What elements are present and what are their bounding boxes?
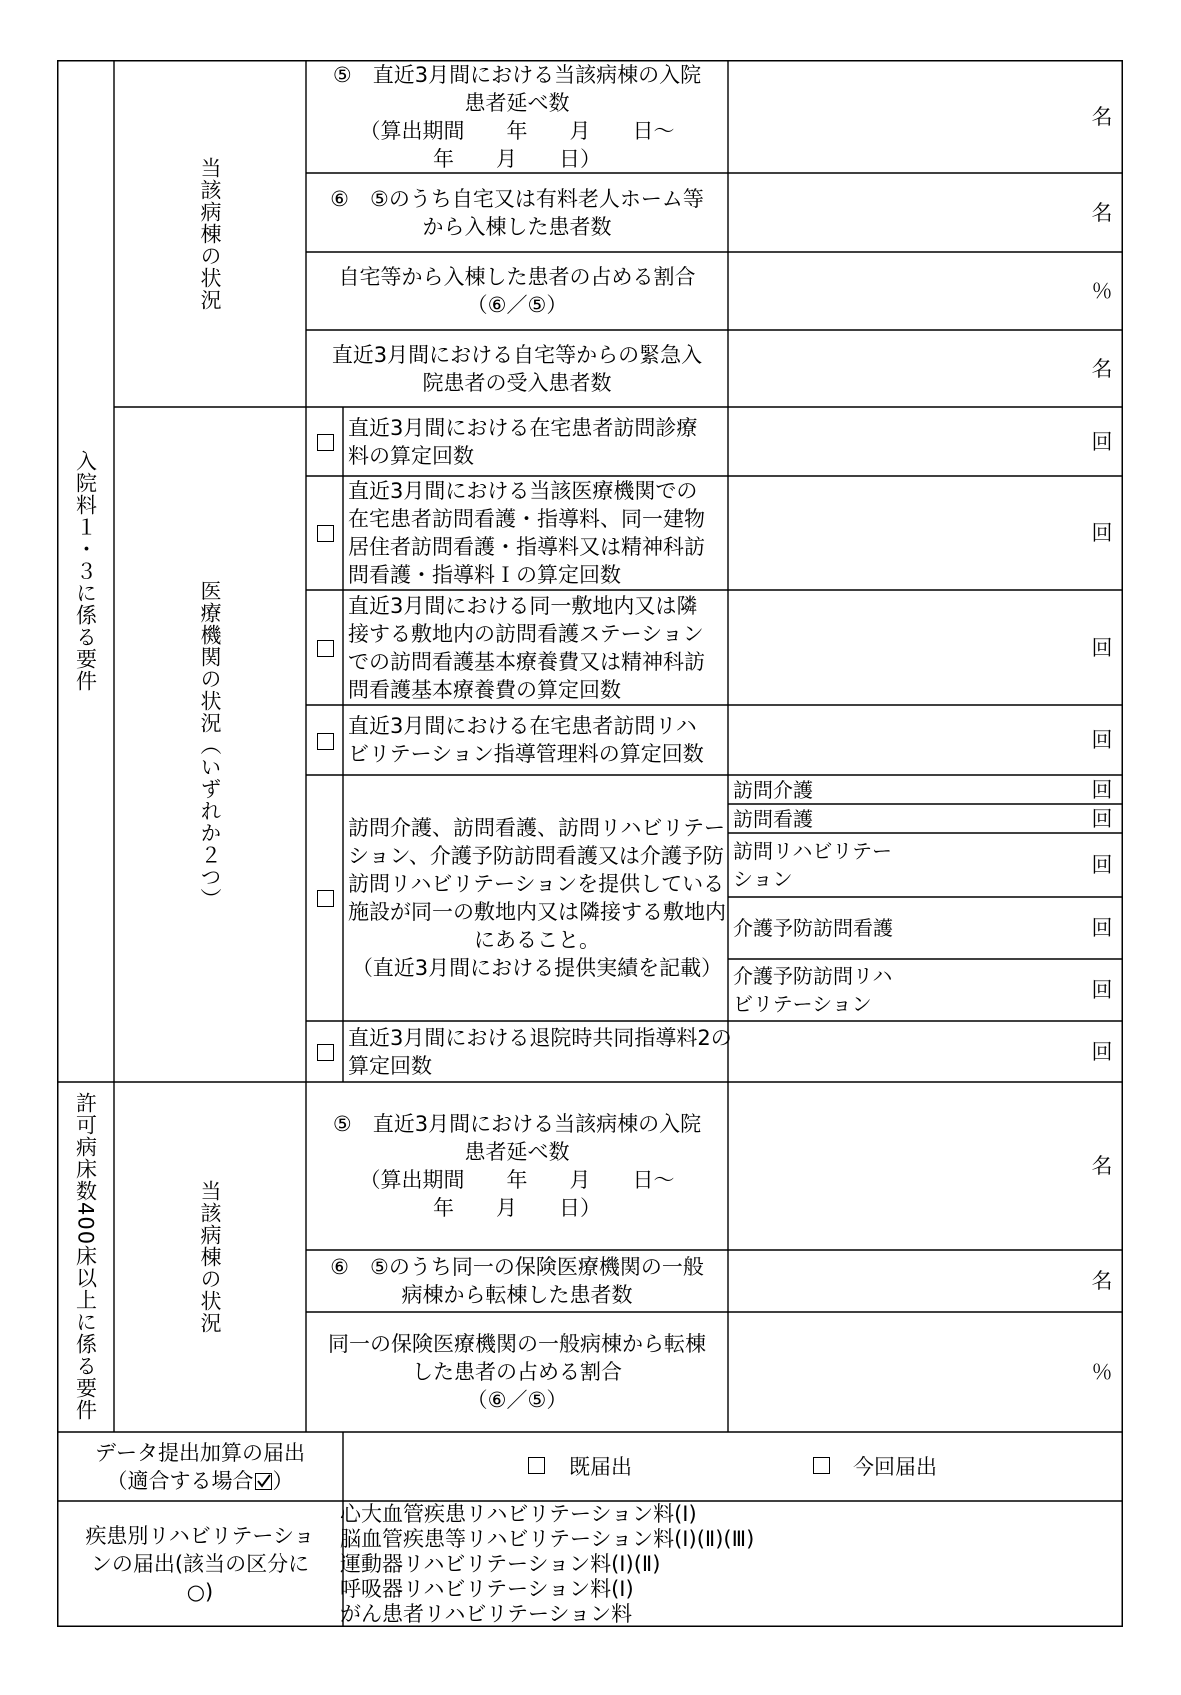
unit-label: 回 (1091, 853, 1113, 877)
unit-label: 回 (1091, 728, 1113, 752)
unit-label: 名 (1091, 1154, 1113, 1178)
checked-checkbox-icon (255, 1473, 272, 1490)
unit-label: 名 (1091, 200, 1113, 225)
rehab-options-list (340, 1501, 1100, 1627)
item-checkbox[interactable] (317, 890, 334, 907)
institution-status-label: 医療機関の状況（いずれか２つ） (198, 579, 222, 910)
emergency-admissions: 直近3月間における自宅等からの緊急入 院患者の受入患者数 (331, 342, 703, 395)
unit-label: ％ (1091, 279, 1113, 303)
unit-label: 名 (1091, 356, 1113, 381)
unit-label: 回 (1091, 429, 1113, 454)
service-home-rehab: 訪問リハビリテー ション (733, 839, 892, 891)
unit-label: 回 (1091, 806, 1113, 831)
data-submission-label: データ提出加算の届出 （適合する場合 ） (95, 1440, 305, 1493)
item-checkbox[interactable] (317, 640, 334, 657)
home-visit-nursing: 直近3月間における当該医療機関での 在宅患者訪問看護・指導料、同一建物 居住者訪問看護・指導料又は精神科訪 問看護・指導料Ｉの算定回数 (348, 479, 705, 587)
item-checkbox[interactable] (317, 733, 334, 750)
service-home-care: 訪問介護 (733, 777, 813, 802)
rehab-option[interactable]: 運動器リハビリテーション料(Ⅰ)(Ⅱ) (340, 1551, 661, 1576)
transfer-ratio: 同一の保険医療機関の一般病棟から転棟 した患者の占める割合 （⑥／⑤） (328, 1332, 706, 1412)
rehab-notification-label: 疾患別リハビリテーショ ンの届出(該当の区分に ○) (85, 1524, 315, 1604)
unit-label: 回 (1091, 1039, 1113, 1064)
unit-label: 回 (1091, 777, 1113, 802)
unit-label: 回 (1091, 916, 1113, 940)
nursing-station-visits: 直近3月間における同一敷地内又は隣 接する敷地内の訪問看護ステーション での訪問看護基本療養費又は精神科訪 問看護基本療養費の算定回数 (348, 593, 705, 702)
row-6-ward-transfers: ⑥ ⑤のうち同一の保険医療機関の一般 病棟から転棟した患者数 (330, 1255, 704, 1307)
rehab-option[interactable]: 呼吸器リハビリテーション料(Ⅰ) (340, 1576, 634, 1601)
discharge-joint-guidance: 直近3月間における退院時共同指導料2の 算定回数 (348, 1025, 732, 1078)
group-label-admission-fee: 入院料１・３に係る要件 (73, 450, 98, 692)
home-rehab-management: 直近3月間における在宅患者訪問リハ ビリテーション指導管理料の算定回数 (348, 714, 704, 766)
already-submitted-checkbox[interactable] (528, 1457, 545, 1474)
row-5-inpatient-days: ⑤ 直近3月間における当該病棟の入院 患者延べ数 （算出期間 年 月 日～ 年 月 日） (332, 62, 702, 171)
rehab-option[interactable]: 心大血管疾患リハビリテーション料(Ⅰ) (340, 1501, 697, 1526)
home-visit-consultation: 直近3月間における在宅患者訪問診療 料の算定回数 (348, 415, 698, 468)
ward-status-label: 当該病棟の状況 (198, 156, 222, 311)
care-services-facility: 訪問介護、訪問看護、訪問リハビリテー ション、介護予防訪問看護又は介護予防 訪問リハビリテーションを提供している 施設が同一の敷地内又は隣接する敷地内 にあること。 （直近3月間における提供実績を記載） (348, 816, 726, 980)
unit-label: 回 (1091, 978, 1113, 1002)
row-6-home-admissions: ⑥ ⑤のうち自宅又は有料老人ホーム等 から入棟した患者数 (330, 186, 704, 239)
row-5-inpatient-days: ⑤ 直近3月間における当該病棟の入院 患者延べ数 （算出期間 年 月 日～ 年 月 日） (332, 1112, 702, 1220)
group-label-400-beds: 許可病床数400床以上に係る要件 (73, 1092, 98, 1422)
home-admission-ratio: 自宅等から入棟した患者の占める割合 （⑥／⑤） (338, 265, 696, 317)
service-preventive-rehab: 介護予防訪問リハ ビリテーション (733, 964, 893, 1016)
unit-label: 名 (1091, 104, 1113, 129)
unit-label: 回 (1091, 521, 1113, 545)
item-checkbox[interactable] (317, 434, 334, 451)
already-submitted-label: 既届出 (569, 1454, 632, 1479)
unit-label: 名 (1091, 1269, 1113, 1293)
rehab-option[interactable]: 脳血管疾患等リハビリテーション料(Ⅰ)(Ⅱ)(Ⅲ) (340, 1526, 755, 1551)
submit-now-label: 今回届出 (853, 1454, 937, 1479)
unit-label: 回 (1091, 635, 1113, 660)
submit-now-checkbox[interactable] (813, 1457, 830, 1474)
rehab-option[interactable]: がん患者リハビリテーション料 (340, 1601, 633, 1626)
item-checkbox[interactable] (317, 525, 334, 542)
facility-criteria-form (57, 60, 1123, 1627)
item-checkbox[interactable] (317, 1044, 334, 1061)
service-home-nursing: 訪問看護 (733, 806, 813, 831)
unit-label: ％ (1091, 1360, 1113, 1384)
ward-status-label: 当該病棟の状況 (198, 1180, 222, 1334)
service-preventive-nursing: 介護予防訪問看護 (733, 916, 893, 940)
